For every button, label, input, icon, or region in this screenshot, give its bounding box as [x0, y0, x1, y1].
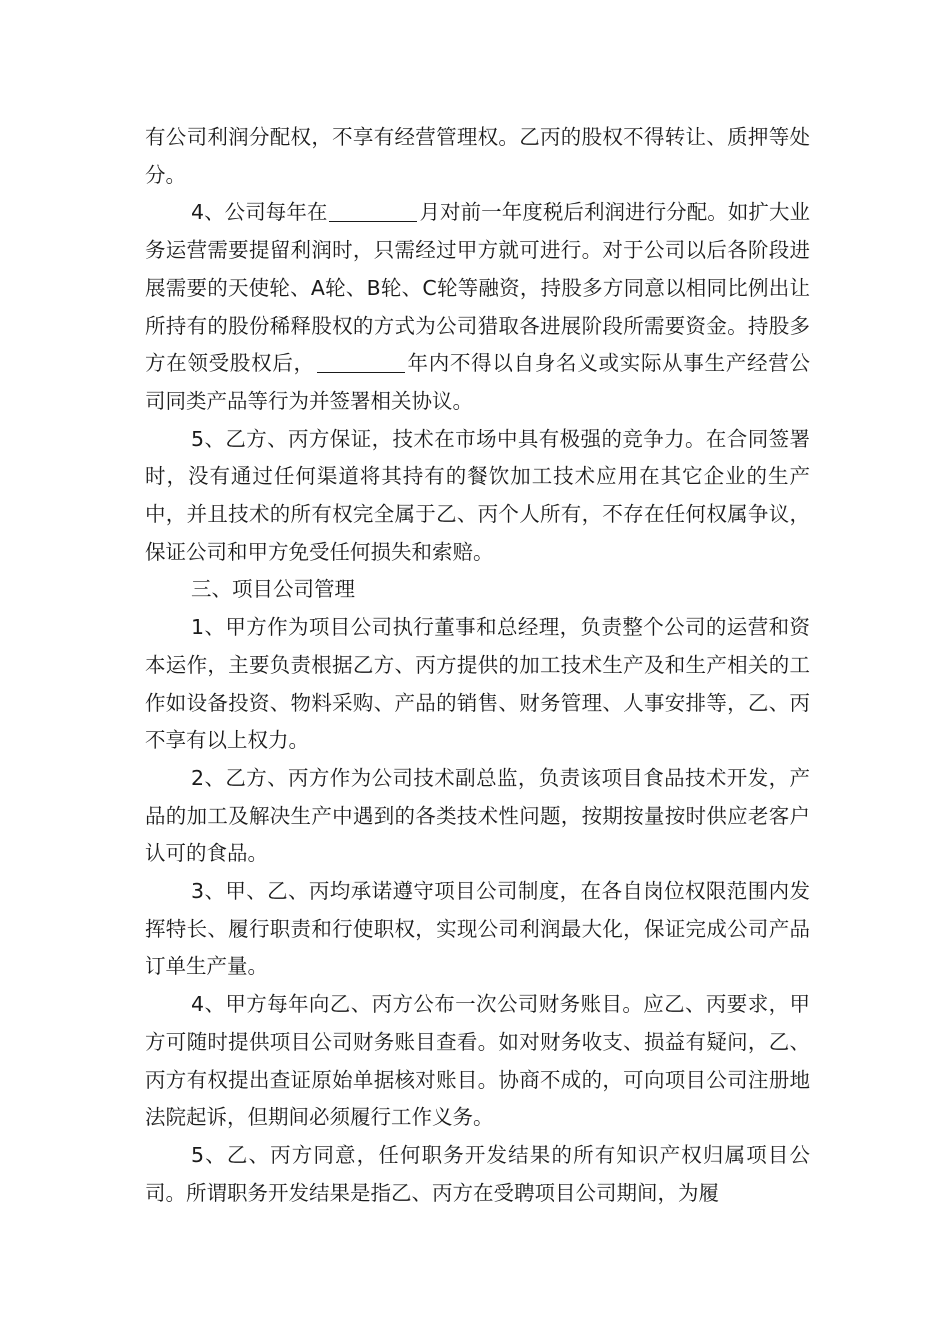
clause-4-middle: 月对前一年度税后利润进行分配。如扩大业务运营需要提留利润时，只需经过甲方就可进行。对于公司以后各阶段进展需要的天使轮、A轮、B轮、C轮等融资，持股多方同意以相同比例出让所持有的股份稀释股权的方式为公司猎取各进展阶段所需要资金。持股多方在领受股权后，	[145, 200, 810, 376]
paragraph-profit-distribution	[145, 194, 810, 420]
document-body	[145, 119, 810, 1212]
paragraph-management-5: 5、乙、丙方同意，任何职务开发结果的所有知识产权归属项目公司。所谓职务开发结果是指乙、丙方在受聘项目公司期间，为履	[145, 1142, 810, 1205]
clause-4-end: 年内不得以自身名义或实际从事生产经营公司同类产品等行为并签署相关协议。	[145, 351, 811, 413]
section-heading-management: 三、项目公司管理	[191, 577, 355, 602]
paragraph-management-3: 3、甲、乙、丙均承诺遵守项目公司制度，在各自岗位权限范围内发挥特长、履行职责和行使职权，实现公司利润最大化，保证完成公司产品订单生产量。	[145, 879, 810, 979]
month-blank	[329, 201, 417, 223]
paragraph-profit-rights: 有公司利润分配权，不享有经营管理权。乙丙的股权不得转让、质押等处分。	[145, 125, 810, 187]
paragraph-management-2: 2、乙方、丙方作为公司技术副总监，负责该项目食品技术开发，产品的加工及解决生产中遇到的各类技术性问题，按期按量按时供应老客户认可的食品。	[145, 765, 810, 866]
clause-4-start: 4、公司每年在	[191, 200, 328, 225]
paragraph-management-4: 4、甲方每年向乙、丙方公布一次公司财务账目。应乙、丙要求，甲方可随时提供项目公司财务账目查看。如对财务收支、损益有疑问，乙、丙方有权提出查证原始单据核对账目。协商不成的，可向项目公司注册地法院起诉，但期间必须履行工作义务。	[145, 992, 810, 1130]
paragraph-management-1: 1、甲方作为项目公司执行董事和总经理，负责整个公司的运营和资本运作，主要负责根据乙方、丙方提供的加工技术生产及和生产相关的工作如设备投资、物料采购、产品的销售、财务管理、人事安排等，乙、丙不享有以上权力。	[145, 615, 810, 753]
years-blank	[317, 352, 405, 374]
paragraph-technology-guarantee: 5、乙方、丙方保证，技术在市场中具有极强的竞争力。在合同签署时，没有通过任何渠道将其持有的餐饮加工技术应用在其它企业的生产中，并且技术的所有权完全属于乙、丙个人所有，不存在任何权属争议，保证公司和甲方免受任何损失和索赔。	[145, 426, 810, 564]
